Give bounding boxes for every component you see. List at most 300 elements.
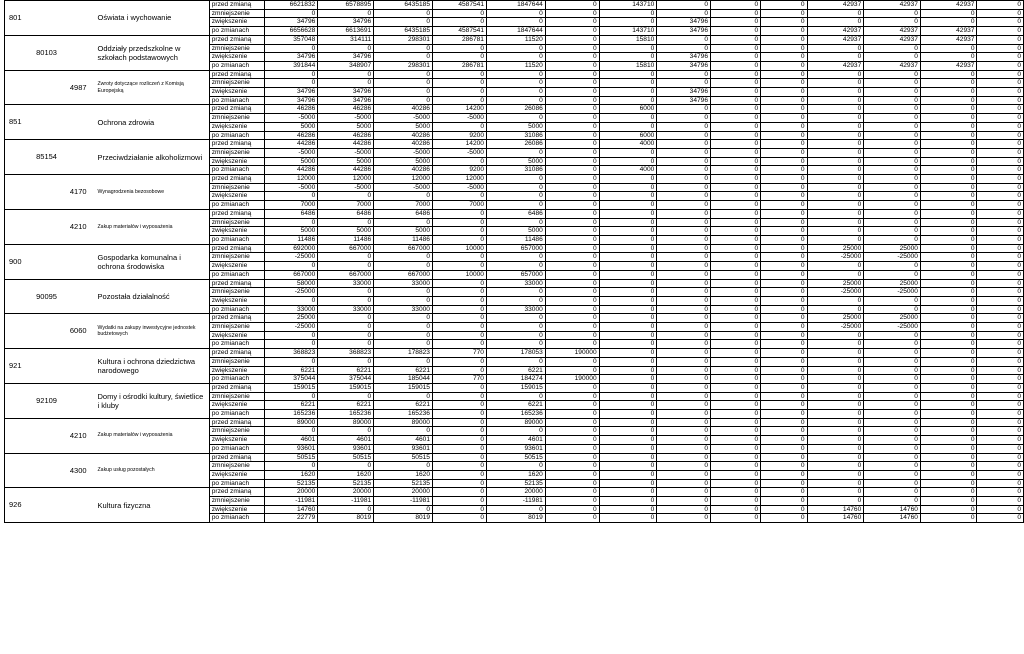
value-cell: 0 bbox=[432, 488, 486, 497]
value-cell: 0 bbox=[864, 105, 921, 114]
value-cell: -11981 bbox=[374, 497, 433, 506]
value-cell: 0 bbox=[864, 427, 921, 436]
value-cell: 0 bbox=[807, 270, 864, 279]
value-cell: 14760 bbox=[864, 505, 921, 514]
rozdzial-code bbox=[32, 418, 63, 453]
value-cell: 0 bbox=[807, 131, 864, 140]
value-cell: 348907 bbox=[318, 61, 374, 70]
value-cell: 0 bbox=[432, 9, 486, 18]
value-cell: 0 bbox=[374, 18, 433, 27]
value-cell: 0 bbox=[920, 227, 977, 236]
value-cell: 0 bbox=[761, 192, 807, 201]
value-cell: 0 bbox=[711, 148, 761, 157]
value-cell: 0 bbox=[432, 288, 486, 297]
value-cell: 0 bbox=[486, 357, 545, 366]
value-cell: 0 bbox=[920, 253, 977, 262]
value-cell: 0 bbox=[545, 462, 599, 471]
table-row bbox=[5, 35, 1024, 44]
paragraf-code bbox=[63, 105, 94, 140]
value-cell: 0 bbox=[977, 314, 1024, 323]
row-label: przed zmianą bbox=[209, 349, 265, 358]
value-cell: 0 bbox=[265, 218, 318, 227]
value-cell: 0 bbox=[761, 70, 807, 79]
value-cell: 0 bbox=[657, 296, 711, 305]
row-label: po zmianach bbox=[209, 514, 265, 523]
row-label: po zmianach bbox=[209, 201, 265, 210]
value-cell: 0 bbox=[920, 514, 977, 523]
paragraf-code: 4987 bbox=[63, 70, 94, 105]
value-cell: 46286 bbox=[265, 131, 318, 140]
value-cell: 0 bbox=[920, 436, 977, 445]
value-cell: 0 bbox=[920, 157, 977, 166]
value-cell: 0 bbox=[864, 140, 921, 149]
value-cell: 0 bbox=[761, 201, 807, 210]
value-cell: 0 bbox=[711, 262, 761, 271]
value-cell: 0 bbox=[599, 462, 657, 471]
rozdzial-code bbox=[32, 209, 63, 244]
row-label: zmniejszenie bbox=[209, 183, 265, 192]
value-cell: 0 bbox=[761, 262, 807, 271]
value-cell: 0 bbox=[486, 340, 545, 349]
value-cell: 0 bbox=[545, 175, 599, 184]
value-cell: 0 bbox=[374, 462, 433, 471]
value-cell: 31086 bbox=[486, 166, 545, 175]
value-cell: 6486 bbox=[318, 209, 374, 218]
value-cell: 0 bbox=[761, 227, 807, 236]
value-cell: 0 bbox=[599, 349, 657, 358]
value-cell: 20000 bbox=[265, 488, 318, 497]
value-cell: 0 bbox=[977, 44, 1024, 53]
paragraf-code bbox=[63, 244, 94, 279]
value-cell: 159015 bbox=[486, 383, 545, 392]
value-cell: 52135 bbox=[486, 479, 545, 488]
table-row bbox=[5, 175, 1024, 184]
row-label: zmniejszenie bbox=[209, 9, 265, 18]
value-cell: 0 bbox=[545, 148, 599, 157]
value-cell: 34796 bbox=[657, 61, 711, 70]
value-cell: 0 bbox=[864, 122, 921, 131]
value-cell: 34796 bbox=[657, 96, 711, 105]
value-cell: 0 bbox=[807, 88, 864, 97]
value-cell: 0 bbox=[545, 357, 599, 366]
value-cell: 0 bbox=[761, 470, 807, 479]
value-cell: 0 bbox=[711, 53, 761, 62]
value-cell: 0 bbox=[807, 296, 864, 305]
value-cell: 0 bbox=[807, 410, 864, 419]
value-cell: 0 bbox=[265, 427, 318, 436]
value-cell: 5000 bbox=[486, 227, 545, 236]
value-cell: 0 bbox=[864, 53, 921, 62]
value-cell: 0 bbox=[920, 288, 977, 297]
value-cell: 0 bbox=[432, 70, 486, 79]
value-cell: 5000 bbox=[374, 157, 433, 166]
value-cell: 0 bbox=[486, 175, 545, 184]
value-cell: 11486 bbox=[318, 235, 374, 244]
value-cell: 667000 bbox=[265, 270, 318, 279]
value-cell: 93601 bbox=[374, 444, 433, 453]
value-cell: 0 bbox=[657, 470, 711, 479]
value-cell: 0 bbox=[657, 279, 711, 288]
value-cell: 0 bbox=[761, 323, 807, 332]
value-cell: 11520 bbox=[486, 35, 545, 44]
row-label: zwiększenie bbox=[209, 366, 265, 375]
value-cell: 0 bbox=[545, 410, 599, 419]
value-cell: 0 bbox=[432, 218, 486, 227]
row-label: po zmianach bbox=[209, 61, 265, 70]
value-cell: 0 bbox=[599, 305, 657, 314]
value-cell: 0 bbox=[977, 1, 1024, 10]
value-cell: 0 bbox=[977, 305, 1024, 314]
row-label: zmniejszenie bbox=[209, 148, 265, 157]
value-cell: 0 bbox=[599, 183, 657, 192]
value-cell: 0 bbox=[711, 79, 761, 88]
value-cell: 0 bbox=[486, 262, 545, 271]
value-cell: 42937 bbox=[864, 27, 921, 36]
value-cell: 22779 bbox=[265, 514, 318, 523]
value-cell: 0 bbox=[711, 114, 761, 123]
value-cell: 0 bbox=[545, 436, 599, 445]
value-cell: 0 bbox=[761, 497, 807, 506]
value-cell: 25000 bbox=[864, 279, 921, 288]
value-cell: 0 bbox=[545, 488, 599, 497]
value-cell: 0 bbox=[977, 70, 1024, 79]
value-cell: 0 bbox=[374, 392, 433, 401]
value-cell: 0 bbox=[318, 70, 374, 79]
value-cell: 0 bbox=[486, 88, 545, 97]
paragraf-code: 6060 bbox=[63, 314, 94, 349]
value-cell: 0 bbox=[599, 18, 657, 27]
value-cell: 52135 bbox=[318, 479, 374, 488]
value-cell: 0 bbox=[545, 514, 599, 523]
value-cell: 0 bbox=[977, 288, 1024, 297]
row-label: przed zmianą bbox=[209, 244, 265, 253]
value-cell: 0 bbox=[374, 427, 433, 436]
value-cell: 368823 bbox=[265, 349, 318, 358]
value-cell: 159015 bbox=[265, 383, 318, 392]
value-cell: 0 bbox=[432, 410, 486, 419]
value-cell: 0 bbox=[761, 96, 807, 105]
value-cell: 0 bbox=[977, 349, 1024, 358]
value-cell: 0 bbox=[657, 288, 711, 297]
value-cell: 34796 bbox=[318, 96, 374, 105]
value-cell: 0 bbox=[711, 61, 761, 70]
value-cell: 0 bbox=[599, 209, 657, 218]
value-cell: 0 bbox=[807, 79, 864, 88]
value-cell: 0 bbox=[711, 279, 761, 288]
value-cell: -11981 bbox=[265, 497, 318, 506]
dzial-code: 921 bbox=[5, 349, 33, 384]
value-cell: 0 bbox=[545, 418, 599, 427]
value-cell: 5000 bbox=[374, 122, 433, 131]
dzial-code: 926 bbox=[5, 488, 33, 523]
value-cell: 0 bbox=[374, 79, 433, 88]
value-cell: 0 bbox=[432, 235, 486, 244]
paragraf-code bbox=[63, 349, 94, 384]
value-cell: 0 bbox=[920, 270, 977, 279]
value-cell: 0 bbox=[761, 279, 807, 288]
value-cell: 0 bbox=[599, 479, 657, 488]
value-cell: 34796 bbox=[318, 18, 374, 27]
value-cell: 0 bbox=[807, 166, 864, 175]
value-cell: 0 bbox=[599, 96, 657, 105]
value-cell: 0 bbox=[977, 157, 1024, 166]
value-cell: 0 bbox=[977, 296, 1024, 305]
dzial-code bbox=[5, 35, 33, 70]
table-row bbox=[5, 70, 1024, 79]
value-cell: 298301 bbox=[374, 35, 433, 44]
value-cell: 42937 bbox=[864, 1, 921, 10]
value-cell: 50515 bbox=[486, 453, 545, 462]
rozdzial-code bbox=[32, 1, 63, 36]
section-name: Kultura fizyczna bbox=[94, 488, 210, 523]
value-cell: 5000 bbox=[374, 227, 433, 236]
value-cell: 25000 bbox=[265, 314, 318, 323]
value-cell: 5000 bbox=[265, 157, 318, 166]
value-cell: 0 bbox=[657, 340, 711, 349]
value-cell: 7000 bbox=[374, 201, 433, 210]
value-cell: 0 bbox=[977, 61, 1024, 70]
value-cell: 0 bbox=[807, 427, 864, 436]
value-cell: 0 bbox=[807, 148, 864, 157]
value-cell: 0 bbox=[807, 140, 864, 149]
value-cell: 0 bbox=[599, 114, 657, 123]
value-cell: 0 bbox=[761, 488, 807, 497]
value-cell: 0 bbox=[807, 53, 864, 62]
value-cell: 89000 bbox=[318, 418, 374, 427]
value-cell: 0 bbox=[545, 218, 599, 227]
value-cell: 0 bbox=[318, 288, 374, 297]
value-cell: 0 bbox=[374, 340, 433, 349]
value-cell: 0 bbox=[807, 444, 864, 453]
value-cell: -25000 bbox=[265, 288, 318, 297]
value-cell: 8019 bbox=[318, 514, 374, 523]
value-cell: 34796 bbox=[265, 96, 318, 105]
value-cell: 0 bbox=[318, 427, 374, 436]
value-cell: 34796 bbox=[318, 88, 374, 97]
value-cell: 0 bbox=[920, 122, 977, 131]
value-cell: 4587541 bbox=[432, 1, 486, 10]
value-cell: 0 bbox=[486, 183, 545, 192]
value-cell: 0 bbox=[318, 262, 374, 271]
value-cell: 42937 bbox=[920, 1, 977, 10]
value-cell: 0 bbox=[374, 505, 433, 514]
dzial-code bbox=[5, 279, 33, 314]
value-cell: 10000 bbox=[432, 270, 486, 279]
value-cell: 0 bbox=[711, 201, 761, 210]
value-cell: 0 bbox=[545, 340, 599, 349]
value-cell: 0 bbox=[318, 357, 374, 366]
value-cell: 0 bbox=[761, 218, 807, 227]
row-label: zwiększenie bbox=[209, 157, 265, 166]
value-cell: 0 bbox=[920, 235, 977, 244]
value-cell: 0 bbox=[711, 192, 761, 201]
row-label: zwiększenie bbox=[209, 436, 265, 445]
value-cell: 0 bbox=[374, 192, 433, 201]
value-cell: 0 bbox=[318, 331, 374, 340]
value-cell: 165236 bbox=[318, 410, 374, 419]
value-cell: 0 bbox=[864, 453, 921, 462]
value-cell: 0 bbox=[374, 331, 433, 340]
row-label: przed zmianą bbox=[209, 418, 265, 427]
value-cell: 0 bbox=[432, 401, 486, 410]
value-cell: 0 bbox=[599, 235, 657, 244]
value-cell: 0 bbox=[545, 105, 599, 114]
row-label: po zmianach bbox=[209, 166, 265, 175]
value-cell: 0 bbox=[545, 253, 599, 262]
value-cell: 0 bbox=[711, 375, 761, 384]
value-cell: 33000 bbox=[318, 305, 374, 314]
value-cell: 184274 bbox=[486, 375, 545, 384]
value-cell: 6486 bbox=[374, 209, 433, 218]
value-cell: 0 bbox=[864, 131, 921, 140]
row-label: po zmianach bbox=[209, 444, 265, 453]
value-cell: 0 bbox=[807, 375, 864, 384]
value-cell: 7000 bbox=[265, 201, 318, 210]
value-cell: 0 bbox=[977, 105, 1024, 114]
value-cell: 0 bbox=[486, 288, 545, 297]
value-cell: 0 bbox=[807, 209, 864, 218]
value-cell: 0 bbox=[432, 79, 486, 88]
value-cell: 0 bbox=[318, 462, 374, 471]
row-label: zmniejszenie bbox=[209, 288, 265, 297]
value-cell: 0 bbox=[545, 305, 599, 314]
value-cell: 0 bbox=[864, 175, 921, 184]
row-label: po zmianach bbox=[209, 235, 265, 244]
value-cell: 0 bbox=[432, 88, 486, 97]
value-cell: 0 bbox=[761, 27, 807, 36]
value-cell: 4000 bbox=[599, 166, 657, 175]
value-cell: 0 bbox=[711, 462, 761, 471]
value-cell: 0 bbox=[761, 305, 807, 314]
value-cell: 34796 bbox=[657, 53, 711, 62]
value-cell: 0 bbox=[864, 357, 921, 366]
value-cell: 0 bbox=[318, 505, 374, 514]
value-cell: 26086 bbox=[486, 105, 545, 114]
value-cell: 0 bbox=[807, 349, 864, 358]
value-cell: 0 bbox=[711, 392, 761, 401]
value-cell: 14760 bbox=[807, 514, 864, 523]
value-cell: 0 bbox=[807, 9, 864, 18]
value-cell: 0 bbox=[977, 270, 1024, 279]
budget-table bbox=[4, 0, 1024, 523]
value-cell: 0 bbox=[711, 122, 761, 131]
row-label: przed zmianą bbox=[209, 70, 265, 79]
value-cell: 0 bbox=[761, 140, 807, 149]
value-cell: 0 bbox=[711, 105, 761, 114]
value-cell: 0 bbox=[486, 79, 545, 88]
value-cell: 0 bbox=[432, 497, 486, 506]
rozdzial-code: 80103 bbox=[32, 35, 63, 70]
value-cell: 0 bbox=[977, 227, 1024, 236]
value-cell: 375044 bbox=[265, 375, 318, 384]
value-cell: 0 bbox=[657, 331, 711, 340]
value-cell: 0 bbox=[486, 314, 545, 323]
value-cell: 0 bbox=[545, 192, 599, 201]
value-cell: 143710 bbox=[599, 27, 657, 36]
value-cell: 6221 bbox=[265, 401, 318, 410]
value-cell: 0 bbox=[599, 288, 657, 297]
value-cell: 0 bbox=[807, 331, 864, 340]
value-cell: 42937 bbox=[807, 61, 864, 70]
value-cell: 33000 bbox=[374, 279, 433, 288]
value-cell: 46286 bbox=[318, 131, 374, 140]
value-cell: 0 bbox=[486, 114, 545, 123]
value-cell: 0 bbox=[599, 375, 657, 384]
value-cell: 0 bbox=[711, 270, 761, 279]
value-cell: 0 bbox=[711, 244, 761, 253]
value-cell: 0 bbox=[761, 166, 807, 175]
value-cell: 0 bbox=[711, 305, 761, 314]
value-cell: 42937 bbox=[920, 35, 977, 44]
row-label: po zmianach bbox=[209, 305, 265, 314]
value-cell: 0 bbox=[864, 44, 921, 53]
row-label: po zmianach bbox=[209, 410, 265, 419]
value-cell: 0 bbox=[657, 44, 711, 53]
value-cell: 0 bbox=[545, 279, 599, 288]
value-cell: 0 bbox=[599, 488, 657, 497]
value-cell: 0 bbox=[711, 427, 761, 436]
table-row bbox=[5, 105, 1024, 114]
value-cell: 165236 bbox=[486, 410, 545, 419]
value-cell: 368823 bbox=[318, 349, 374, 358]
value-cell: 0 bbox=[432, 340, 486, 349]
value-cell: 0 bbox=[265, 262, 318, 271]
value-cell: 0 bbox=[977, 148, 1024, 157]
value-cell: 0 bbox=[545, 1, 599, 10]
row-label: przed zmianą bbox=[209, 488, 265, 497]
value-cell: 0 bbox=[920, 314, 977, 323]
value-cell: 0 bbox=[545, 18, 599, 27]
value-cell: 0 bbox=[265, 44, 318, 53]
value-cell: 1620 bbox=[486, 470, 545, 479]
value-cell: 0 bbox=[657, 1, 711, 10]
value-cell: 6656628 bbox=[265, 27, 318, 36]
row-label: przed zmianą bbox=[209, 279, 265, 288]
section-name: Pozostała działalność bbox=[94, 279, 210, 314]
value-cell: 0 bbox=[545, 296, 599, 305]
value-cell: 0 bbox=[977, 235, 1024, 244]
value-cell: 4601 bbox=[265, 436, 318, 445]
value-cell: 0 bbox=[599, 453, 657, 462]
value-cell: 0 bbox=[807, 401, 864, 410]
value-cell: 0 bbox=[864, 383, 921, 392]
value-cell: 0 bbox=[761, 331, 807, 340]
value-cell: 33000 bbox=[486, 305, 545, 314]
rozdzial-code bbox=[32, 453, 63, 488]
value-cell: 0 bbox=[599, 175, 657, 184]
value-cell: 46286 bbox=[265, 105, 318, 114]
value-cell: 0 bbox=[920, 105, 977, 114]
value-cell: 0 bbox=[657, 453, 711, 462]
value-cell: 0 bbox=[545, 201, 599, 210]
value-cell: 0 bbox=[711, 296, 761, 305]
rozdzial-code: 92109 bbox=[32, 383, 63, 418]
value-cell: 0 bbox=[657, 383, 711, 392]
value-cell: 0 bbox=[265, 70, 318, 79]
value-cell: 0 bbox=[657, 349, 711, 358]
row-label: zmniejszenie bbox=[209, 497, 265, 506]
value-cell: 0 bbox=[711, 288, 761, 297]
value-cell: 0 bbox=[761, 401, 807, 410]
value-cell: 0 bbox=[318, 253, 374, 262]
value-cell: 0 bbox=[265, 462, 318, 471]
value-cell: 0 bbox=[977, 401, 1024, 410]
value-cell: 0 bbox=[920, 323, 977, 332]
value-cell: 0 bbox=[599, 70, 657, 79]
value-cell: 0 bbox=[807, 453, 864, 462]
value-cell: 0 bbox=[599, 192, 657, 201]
value-cell: 0 bbox=[486, 427, 545, 436]
